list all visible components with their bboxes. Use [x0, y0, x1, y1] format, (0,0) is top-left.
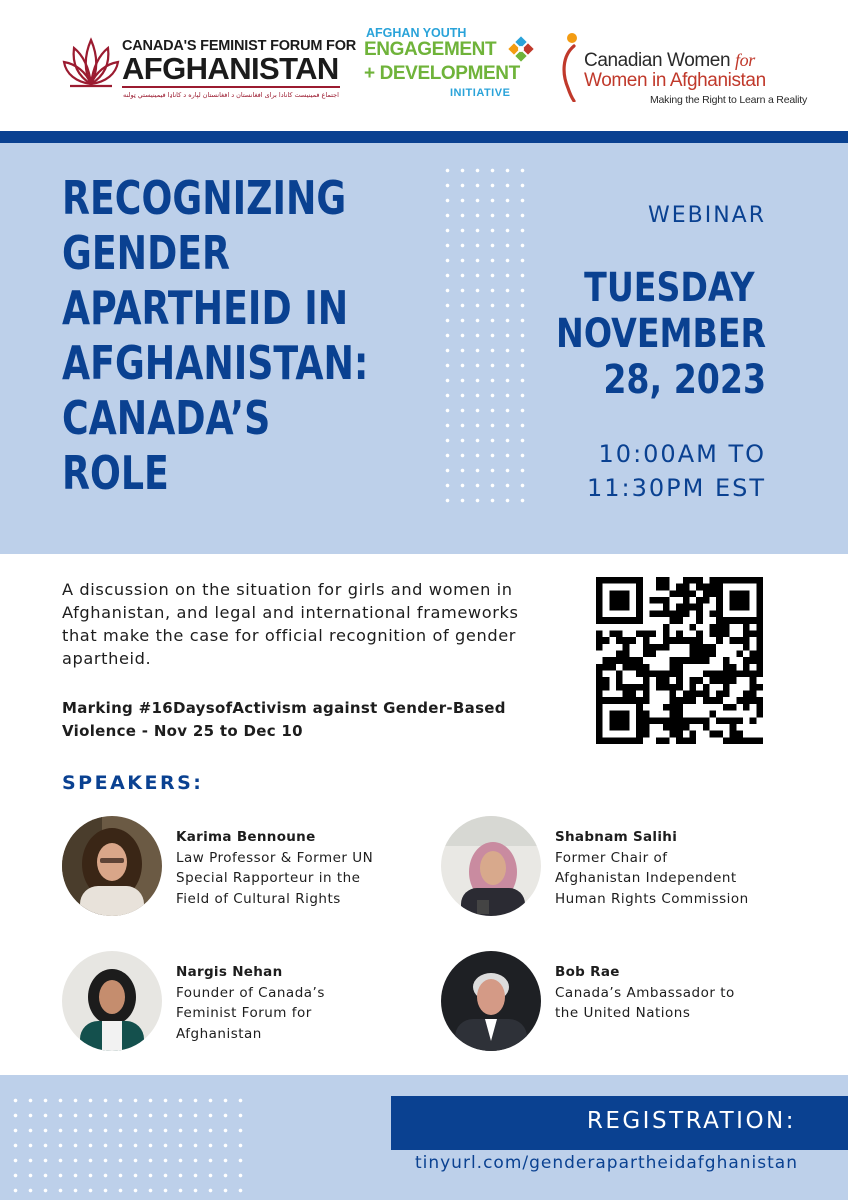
speaker-card	[441, 816, 821, 916]
title-line-2: GENDER	[62, 226, 231, 280]
avatar-image	[441, 951, 541, 1051]
time-start: 10:00AM TO	[598, 440, 766, 468]
avatar-image	[62, 816, 162, 916]
speaker-name: Shabnam Salihi	[555, 829, 678, 845]
ayed-logo-line1: AFGHAN YOUTH	[366, 26, 467, 40]
registration-link[interactable]: tinyurl.com/genderapartheidafghanistan	[414, 1153, 798, 1173]
cw4wa-logo	[560, 30, 810, 110]
event-description: A discussion on the situation for girls and women in Afghanistan, and legal and international frameworks that make the case for official recognition of gender apartheid.	[62, 580, 519, 668]
speaker-card	[62, 816, 442, 916]
event-type-label: WEBINAR	[647, 203, 766, 228]
speaker-photo	[441, 951, 541, 1051]
speaker-name: Nargis Nehan	[176, 964, 283, 980]
event-date	[556, 265, 766, 403]
figure-icon	[560, 30, 584, 102]
qr-code[interactable]	[596, 577, 763, 744]
title-line-5: CANADA’S	[62, 391, 271, 445]
dot-pattern	[8, 1093, 248, 1193]
speaker-role: Former Chair of Afghanistan Independent Human Rights Commission	[555, 849, 749, 907]
registration-label: REGISTRATION:	[586, 1108, 796, 1134]
event-title	[62, 171, 369, 501]
ayed-logo	[364, 26, 544, 106]
dot-pattern	[440, 163, 530, 508]
speaker-role: Founder of Canada’s Feminist Forum for Afghanistan	[176, 984, 325, 1042]
event-time	[587, 437, 766, 505]
logo-header	[0, 0, 848, 130]
cffa-logo-line1: CANADA'S FEMINIST FORUM FOR	[122, 38, 357, 54]
ayed-logo-line2: ENGAGEMENT	[364, 39, 497, 60]
speaker-photo	[62, 951, 162, 1051]
activism-note: Marking #16DaysofActivism against Gender-Based Violence - Nov 25 to Dec 10	[62, 699, 506, 740]
avatar-image	[62, 951, 162, 1051]
speaker-card	[62, 951, 442, 1051]
title-line-3: APARTHEID IN	[62, 281, 349, 335]
time-end: 11:30PM EST	[586, 474, 766, 502]
speaker-photo	[441, 816, 541, 916]
title-line-1: RECOGNIZING	[62, 171, 347, 225]
hero-band	[0, 143, 848, 554]
date-day-year: 28, 2023	[603, 357, 766, 403]
cffa-logo-script: اجتماع فمینیست کانادا برای افغانستان د افغانستان لپاره د کاناډا فیمینیستي ټولنه	[123, 91, 339, 99]
speaker-photo	[62, 816, 162, 916]
title-line-6: ROLE	[62, 446, 169, 500]
date-month: NOVEMBER	[555, 311, 766, 357]
title-line-4: AFGHANISTAN:	[62, 336, 369, 390]
speaker-name: Bob Rae	[555, 964, 620, 980]
star-pattern-icon	[508, 36, 534, 62]
avatar-image	[441, 816, 541, 916]
cffa-logo-rule	[122, 86, 340, 88]
registration-bar	[391, 1096, 848, 1150]
date-weekday: TUESDAY	[584, 265, 755, 311]
ayed-logo-line4: INITIATIVE	[450, 87, 511, 99]
hero-top-rule	[0, 131, 848, 143]
cffa-logo-line2: AFGHANISTAN	[122, 51, 339, 86]
speaker-role: Law Professor & Former UN Special Rapporteur in the Field of Cultural Rights	[176, 849, 374, 907]
cffa-logo	[62, 34, 357, 100]
cw4wa-logo-tagline: Making the Right to Learn a Reality	[650, 94, 808, 106]
registration-footer	[0, 1075, 848, 1200]
speaker-card	[441, 951, 821, 1051]
ayed-logo-line3: + DEVELOPMENT	[364, 63, 520, 84]
lotus-icon	[62, 34, 120, 92]
speaker-name: Karima Bennoune	[176, 829, 316, 845]
cw4wa-logo-line2: Women in Afghanistan	[584, 70, 766, 91]
speakers-heading: SPEAKERS:	[62, 772, 204, 794]
speaker-role: Canada’s Ambassador to the United Nations	[555, 984, 735, 1021]
cw4wa-logo-line1: Canadian Women for	[584, 50, 755, 71]
